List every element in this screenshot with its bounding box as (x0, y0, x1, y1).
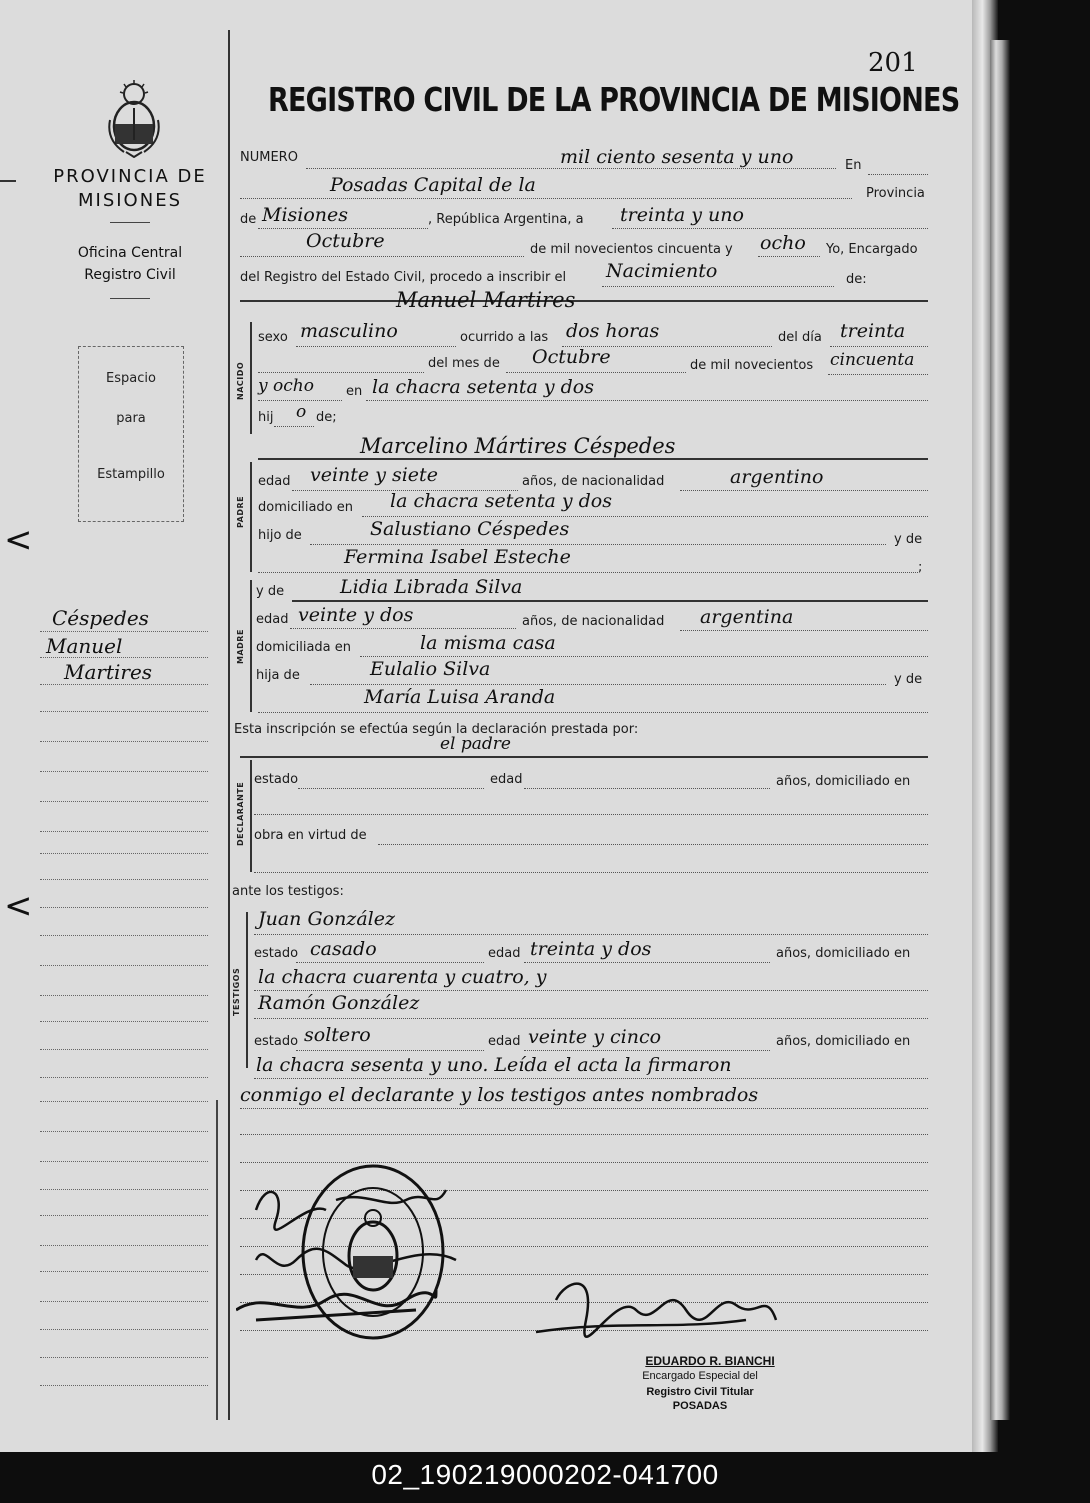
officer-role1: Encargado Especial del (642, 1370, 758, 1382)
value-padre-dom: la chacra setenta y dos (390, 490, 612, 512)
value-testigo1: Juan González (258, 908, 395, 930)
value-padre-hijo-de: Salustiano Céspedes (370, 518, 570, 540)
value-padre-edad: veinte y siete (310, 464, 438, 486)
value-sexo: masculino (300, 320, 398, 342)
value-testigo1-dom: la chacra cuarenta y cuatro, y (258, 966, 547, 988)
value-nombre: Manuel Martires (396, 288, 576, 312)
officer-role2: Registro Civil Titular (646, 1386, 754, 1398)
label-del-dia: del día (778, 330, 822, 345)
label-semicolon: ; (918, 560, 923, 575)
margin-note-surname: Céspedes (52, 606, 149, 630)
value-declarante: el padre (440, 734, 511, 754)
value-testigo1-estado: casado (310, 938, 377, 960)
value-hij-suffix: o (296, 402, 307, 422)
label-del-mes: del mes de (428, 356, 500, 371)
value-mes: Octubre (306, 230, 385, 252)
stamp-box-line2: para (116, 411, 146, 426)
label-numero: NUMERO (240, 150, 298, 165)
value-numero: mil ciento sesenta y uno (560, 146, 794, 168)
value-dia: treinta y uno (620, 204, 744, 226)
value-testigo1-edad: treinta y dos (530, 938, 652, 960)
margin-divider-lower (216, 1100, 218, 1420)
value-provincia: Misiones (262, 204, 349, 226)
image-identifier: 02_190219000202-041700 (371, 1459, 719, 1490)
label-anios-dom: años, domiciliado en (776, 774, 911, 789)
value-mes-nac: Octubre (532, 346, 611, 368)
value-testigo2-edad: veinte y cinco (528, 1026, 662, 1048)
province-name-line1: PROVINCIA DE (53, 166, 207, 187)
label-del-registro: del Registro del Estado Civil, procedo a inscribir el (240, 270, 567, 285)
value-madre-y-de: María Luisa Aranda (364, 686, 556, 708)
label-y-de2: y de (256, 584, 285, 599)
value-madre-nac: argentina (700, 606, 794, 628)
divider (110, 222, 150, 223)
side-label-testigos: TESTIGOS (232, 967, 241, 1016)
page-edge-back (990, 40, 1010, 1420)
label-edad-t1: edad (488, 946, 521, 961)
value-testigo2-estado: soltero (304, 1024, 371, 1046)
margin-divider (228, 30, 230, 1420)
label-anios-dom-t1: años, domiciliado en (776, 946, 911, 961)
page-title: REGISTRO CIVIL DE LA PROVINCIA DE MISIONES (268, 80, 960, 119)
value-madre-edad: veinte y dos (298, 604, 414, 626)
value-acto: Nacimiento (606, 260, 718, 282)
label-estado-t1: estado (254, 946, 299, 961)
label-de-colon: de; (316, 410, 337, 425)
value-madre-hija-de: Eulalio Silva (370, 658, 491, 680)
margin-note-firstname: Manuel (46, 634, 123, 658)
side-label-nacido: NACIDO (236, 361, 245, 400)
label-en: En (845, 158, 862, 173)
value-madre-nombre: Lidia Librada Silva (340, 576, 523, 598)
check-mark-icon: < (4, 520, 33, 560)
stamp-box-line1: Espacio (106, 371, 156, 386)
province-name-line2: MISIONES (77, 190, 182, 211)
value-hora: dos horas (566, 320, 660, 342)
side-label-madre: MADRE (236, 629, 245, 664)
label-hij: hij (258, 410, 274, 425)
stamp-box-line3: Estampillo (97, 467, 165, 482)
label-republica: , República Argentina, a (428, 212, 584, 227)
value-anio-nac1: cincuenta (830, 350, 915, 370)
coat-of-arms-icon (104, 80, 164, 162)
official-seal (298, 1162, 448, 1346)
label-hija-de: hija de (256, 668, 300, 683)
label-sexo: sexo (258, 330, 288, 345)
side-label-padre: PADRE (236, 495, 245, 528)
edge-mark (0, 180, 16, 182)
label-estado: estado (254, 772, 299, 787)
label-esta-inscripcion: Esta inscripción se efectúa según la declaración prestada por: (234, 722, 639, 737)
label-anios-nac: años, de nacionalidad (522, 474, 665, 489)
value-padre-nac: argentino (730, 466, 824, 488)
value-padre-y-de: Fermina Isabel Esteche (344, 546, 571, 568)
office-line1: Oficina Central (77, 245, 183, 261)
value-lugar: la chacra setenta y dos (372, 376, 594, 398)
label-hijo-de: hijo de (258, 528, 302, 543)
stamp-box (78, 346, 184, 522)
label-provincia: Provincia (866, 186, 925, 201)
label-de-mil: de mil novecientos cincuenta y (530, 242, 733, 257)
check-mark-icon: < (4, 886, 33, 926)
value-padre-nombre: Marcelino Mártires Céspedes (360, 434, 676, 458)
label-de: de (240, 212, 257, 227)
value-anio-nac2: y ocho (258, 376, 314, 396)
label-anios-nac-madre: años, de nacionalidad (522, 614, 665, 629)
value-dia-nac: treinta (840, 320, 906, 342)
label-domiciliado-en: domiciliado en (258, 500, 354, 515)
label-yo-encargado: Yo, Encargado (826, 242, 918, 257)
officer-place: POSADAS (672, 1400, 728, 1412)
officer-name: EDUARDO R. BIANCHI (645, 1354, 775, 1368)
side-label-declarante: DECLARANTE (236, 781, 245, 846)
label-edad-declarante: edad (490, 772, 523, 787)
value-cierre2: conmigo el declarante y los testigos antes nombrados (240, 1084, 759, 1106)
label-y-de: y de (894, 532, 923, 547)
label-obra: obra en virtud de (254, 828, 367, 843)
page-number: 201 (868, 48, 918, 78)
margin-note-middlename: Martires (64, 660, 153, 684)
value-ciudad: Posadas Capital de la (330, 174, 536, 196)
label-ocurrido: ocurrido a las (460, 330, 549, 345)
label-domiciliada-en: domiciliada en (256, 640, 352, 655)
label-edad-t2: edad (488, 1034, 521, 1049)
value-madre-dom: la misma casa (420, 632, 556, 654)
label-y-de-madre: y de (894, 672, 923, 687)
value-testigo2: Ramón González (258, 992, 420, 1014)
label-estado-t2: estado (254, 1034, 299, 1049)
label-de-mil2: de mil novecientos (690, 358, 814, 373)
label-de2: de: (846, 272, 867, 287)
label-anios-dom-t2: años, domiciliado en (776, 1034, 911, 1049)
office-line2: Registro Civil (84, 267, 176, 283)
value-cierre1: la chacra sesenta y uno. Leída el acta la firmaron (256, 1054, 732, 1076)
label-edad-madre: edad (256, 612, 289, 627)
value-anio: ocho (760, 232, 806, 254)
divider (110, 298, 150, 299)
label-ante: ante los testigos: (232, 884, 344, 899)
label-edad: edad (258, 474, 291, 489)
label-en2: en (346, 384, 363, 399)
